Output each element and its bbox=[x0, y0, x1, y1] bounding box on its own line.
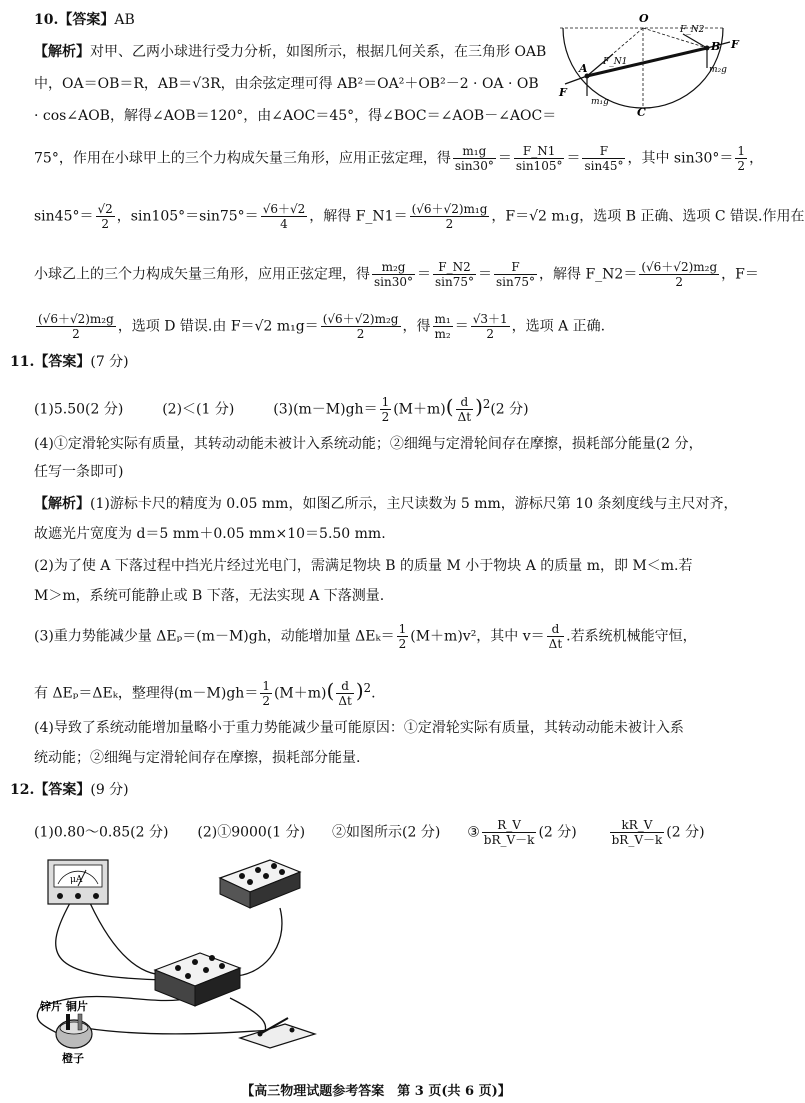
q10-answer-tag: 10.【答案】 bbox=[34, 12, 115, 28]
q10-analysis-line-4: 75°，作用在小球甲上的三个力构成矢量三角形，应用正弦定理，得 $\frac{\text{m₁g}}{\sin 30^\circ}$ ＝ $\frac{F\_N1}{\sin 105^\circ}$ ＝ $\frac{F}{\sin 45^\circ}$ ，其中 sin30°＝ $\frac{1}{2}$ ， bbox=[34, 144, 764, 173]
fraction: $\frac{1}{2}$ bbox=[381, 395, 390, 425]
q10-analysis-tag: 【解析】 bbox=[34, 44, 90, 60]
label-fn1: F_N1 bbox=[603, 57, 628, 67]
fraction: $\frac{d}{\Delta t}$ bbox=[457, 395, 472, 425]
orange-cell bbox=[56, 1014, 92, 1048]
q10-analysis-line-7: $\frac{\text{(√6＋√2)m₂g}}{2}$ ，选项 D 错误.由 F＝√2 m₁g＝ $\frac{\text{(√6＋√2)m₂g}}{2}$ ，得 $\frac{\text{m₁}}{\text{m₂}}$ ＝ $\frac{√3+1}{2}$ ，选项 A 正确. bbox=[38, 312, 606, 341]
label-o: O bbox=[639, 12, 649, 25]
q11-analysis-line-8: 统动能；②细绳与定滑轮间存在摩擦，损耗部分能量. bbox=[34, 750, 361, 766]
q11-answer-line: 11.【答案】(7 分) bbox=[10, 354, 129, 370]
fraction: $\frac{F\_N1}{\sin 105^\circ}$ bbox=[515, 144, 563, 173]
fraction: $\frac{√3+1}{2}$ bbox=[472, 312, 508, 341]
label-m1g: m₁g bbox=[591, 97, 609, 107]
wire bbox=[230, 908, 282, 976]
q10-analysis-line-3: · cos∠AOB，解得∠AOB＝120°，由∠AOC＝45°，得∠BOC＝∠AOB－∠AOC＝ bbox=[34, 108, 557, 124]
label-c: C bbox=[637, 106, 646, 119]
page-footer: 【高三物理试题参考答案 第 3 页(共 6 页)】 bbox=[241, 1084, 511, 1099]
label-f-right: F bbox=[731, 38, 739, 51]
q10-analysis-line-1: 【解析】对甲、乙两小球进行受力分析，如图所示，根据几何关系，在三角形 OAB bbox=[34, 44, 547, 60]
fraction: $\frac{\text{m₁}}{\text{m₂}}$ bbox=[434, 312, 451, 341]
zinc-copper-label: 锌片 铜片 bbox=[40, 1000, 88, 1013]
q11-analysis-line-7: (4)导致了系统动能增加量略小于重力势能减少量可能原因：①定滑轮实际有质量，其转动动能未被计入系 bbox=[34, 720, 684, 736]
q12-answer-tag: 12.【答案】 bbox=[10, 782, 91, 798]
fraction: $\frac{\text{(√6＋√2)m₂g}}{2}$ bbox=[641, 260, 718, 289]
switch bbox=[240, 1018, 315, 1048]
q11-a4-line-2: 任写一条即可) bbox=[34, 464, 124, 480]
fraction: $\frac{1}{2}$ bbox=[262, 679, 270, 709]
q12-answers-line: (1)0.80～0.85(2 分) (2)①9000(1 分) ②如图所示(2 分) ③ $\frac{R\_V}{bR\_V-k}$ (2 分) $\frac{kR\_V}{bR\_V-k}$ (2 分) bbox=[34, 818, 705, 847]
wire bbox=[85, 1028, 270, 1034]
q11-answers-line: (1)5.50(2 分) (2)＜(1 分) (3)(m－M)gh＝ $\frac{1}{2}$ (M＋m)( $\frac{d}{\Delta t}$ )$^2$(2 分) bbox=[34, 394, 529, 425]
force-f-a bbox=[565, 76, 587, 84]
label-fn2: F_N2 bbox=[680, 25, 705, 35]
fraction: $\frac{1}{2}$ bbox=[737, 144, 746, 173]
fraction: $\frac{\text{(√6＋√2)m₂g}}{2}$ bbox=[38, 312, 114, 341]
fraction: $\frac{kR\_V}{bR\_V-k}$ bbox=[611, 818, 663, 847]
q11-analysis-line-4: M＞m，系统可能静止或 B 下落，无法实现 A 下落测量. bbox=[34, 588, 385, 604]
q10-answer-line bbox=[34, 10, 135, 30]
fraction: $\frac{\text{m₁g}}{\sin 30^\circ}$ bbox=[454, 144, 494, 173]
resistance-box-middle bbox=[155, 953, 240, 1006]
q10-analysis-line-5: sin45°＝ $\frac{√2}{2}$ ，sin105°＝sin75°＝ $\frac{√6+√2}{4}$ ，解得 F_N1＝ $\frac{\text{(√6＋√2)m₁g}}{2}$ ，F＝√2 m₁g，选项 B 正确、选项 C 错误.作用在 bbox=[34, 202, 805, 231]
force-fn2 bbox=[683, 34, 707, 48]
q10-force-diagram bbox=[555, 8, 745, 118]
fraction: $\frac{F\_N2}{\sin 75^\circ}$ bbox=[435, 260, 474, 289]
label-f-left: F bbox=[559, 86, 567, 99]
q10-answer: AB bbox=[114, 12, 135, 28]
ball-b bbox=[705, 46, 710, 51]
resistance-box-top bbox=[220, 860, 300, 908]
label-b: B bbox=[711, 40, 721, 53]
q11-analysis-line-2: 故遮光片宽度为 d＝5 mm＋0.05 mm×10＝5.50 mm. bbox=[34, 526, 386, 542]
fraction: $\frac{\text{m₂g}}{\sin 30^\circ}$ bbox=[374, 260, 413, 289]
q11-a4-line-1: (4)①定滑轮实际有质量，其转动动能未被计入系统动能；②细绳与定滑轮间存在摩擦，损耗部分能量(2 分， bbox=[34, 436, 703, 452]
fraction: $\frac{F}{\sin 75^\circ}$ bbox=[496, 260, 535, 289]
microammeter bbox=[48, 860, 108, 904]
q11-analysis-line-3: (2)为了使 A 下落过程中挡光片经过光电门，需满足物块 B 的质量 M 小于物块 A 的质量 m，即 M＜m.若 bbox=[34, 558, 693, 574]
label-m2g: m₂g bbox=[709, 65, 727, 75]
fraction: $\frac{d}{\Delta t}$ bbox=[338, 679, 352, 709]
label-a: A bbox=[579, 62, 588, 75]
q11-analysis-line-5: (3)重力势能减少量 ΔEₚ＝(m－M)gh，动能增加量 ΔEₖ＝ $\frac{1}{2}$ (M＋m)v²，其中 v＝ $\frac{d}{\Delta t}$ .若系统机械能守恒， bbox=[34, 622, 697, 651]
orange-label: 橙子 bbox=[62, 1052, 84, 1065]
q10-analysis-line-6: 小球乙上的三个力构成矢量三角形，应用正弦定理，得 $\frac{\text{m₂g}}{\sin 30^\circ}$ ＝ $\frac{F\_N2}{\sin 75^\circ}$ ＝ $\frac{F}{\sin 75^\circ}$ ，解得 F_N2＝ $\frac{\text{(√6＋√2)m₂g}}{2}$ ，F＝ bbox=[34, 260, 759, 289]
fraction: $\frac{\text{(√6＋√2)m₂g}}{2}$ bbox=[322, 312, 399, 341]
fraction: $\frac{1}{2}$ bbox=[398, 622, 407, 651]
fraction: $\frac{\text{(√6＋√2)m₁g}}{2}$ bbox=[411, 202, 488, 231]
q11-analysis-line-1: 【解析】(1)游标卡尺的精度为 0.05 mm，如图乙所示，主尺读数为 5 mm，游标尺第 10 条刻度线与主尺对齐， bbox=[34, 496, 738, 512]
q10-analysis-line-2: 中，OA＝OB＝R，AB＝√3R，由余弦定理可得 AB²＝OA²＋OB²－2 · OA · OB bbox=[34, 76, 539, 92]
q11-analysis-line-6: 有 ΔEₚ＝ΔEₖ，整理得(m－M)gh＝ $\frac{1}{2}$ (M＋m)( $\frac{d}{\Delta t}$ )$^2$. bbox=[34, 678, 376, 709]
q11-answer-tag: 11.【答案】 bbox=[10, 354, 91, 370]
fraction: $\frac{R\_V}{bR\_V-k}$ bbox=[483, 818, 535, 847]
wire bbox=[90, 903, 180, 974]
circuit-diagram bbox=[30, 858, 330, 1068]
fraction: $\frac{√2}{2}$ bbox=[97, 202, 113, 231]
meter-label: μA bbox=[70, 875, 83, 885]
fraction: $\frac{F}{\sin 45^\circ}$ bbox=[584, 144, 624, 173]
q11-analysis-tag: 【解析】 bbox=[34, 496, 90, 512]
fraction: $\frac{d}{\Delta t}$ bbox=[548, 622, 563, 651]
fraction: $\frac{√6+√2}{4}$ bbox=[262, 202, 306, 231]
q12-answer-line: 12.【答案】(9 分) bbox=[10, 782, 129, 798]
